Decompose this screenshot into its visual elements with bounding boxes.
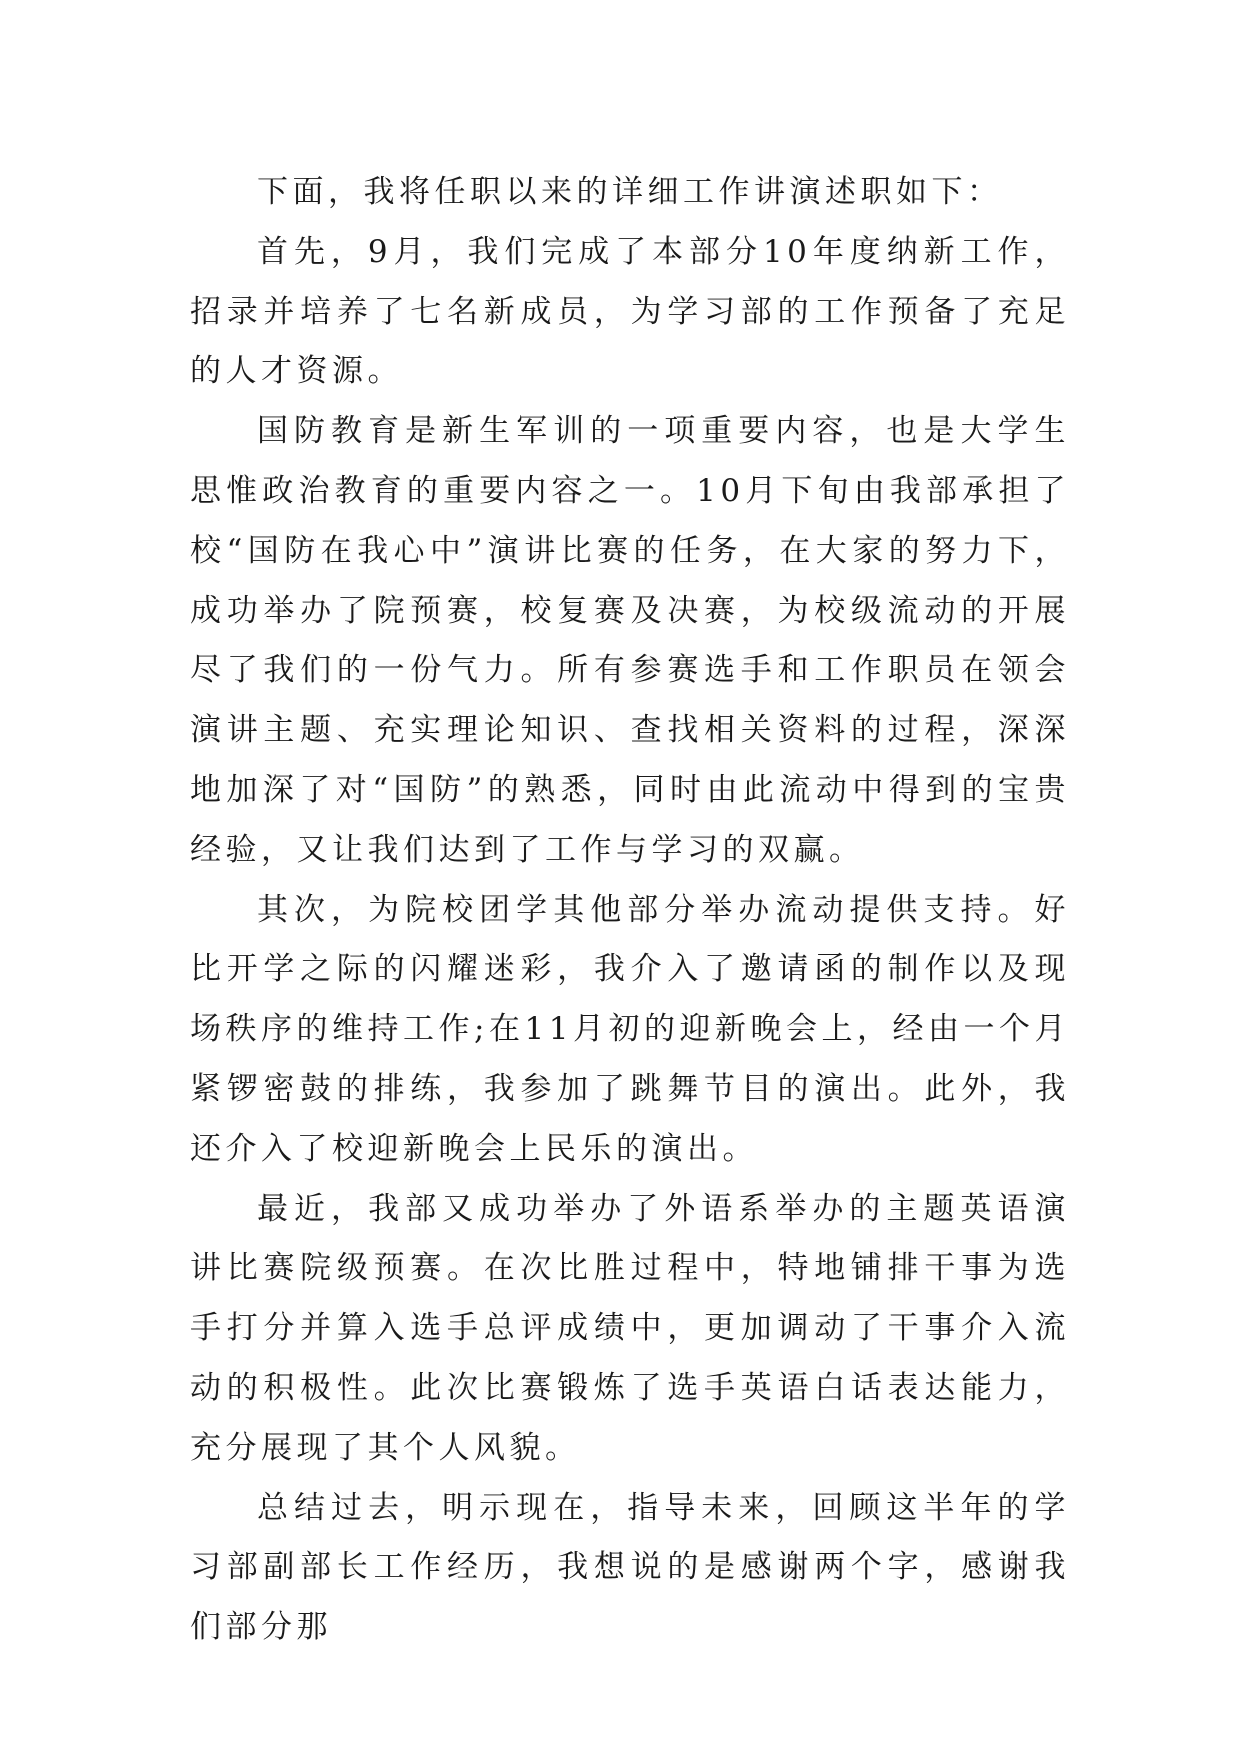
document-body xyxy=(190,163,1070,1658)
paragraph-summary: 总结过去，明示现在，指导未来，回顾这半年的学习部副部长工作经历，我想说的是感谢两个字，感谢我们部分那 xyxy=(190,1489,1070,1646)
paragraph-english-contest: 最近，我部又成功举办了外语系举办的主题英语演讲比赛院级预赛。在次比胜过程中，特地铺排干事为选手打分并算入选手总评成绩中，更加调动了干事介入流动的积极性。此次比赛锻炼了选手英语白话表达能力，充分展现了其个人风貌。 xyxy=(190,1190,1070,1466)
paragraph-intro: 下面，我将任职以来的详细工作讲演述职如下： xyxy=(257,174,1003,210)
paragraph-defense-education: 国防教育是新生军训的一项重要内容，也是大学生思惟政治教育的重要内容之一。10月下旬由我部承担了校“国防在我心中”演讲比赛的任务，在大家的努力下，成功举办了院预赛，校复赛及决赛，为校级流动的开展尽了我们的一份气力。所有参赛选手和工作职员在领会演讲主题、充实理论知识、查找相关资料的过程，深深地加深了对“国防”的熟悉，同时由此流动中得到的宝贵经验，又让我们达到了工作与学习的双赢。 xyxy=(190,413,1070,868)
paragraph-recruitment: 首先，9月，我们完成了本部分10年度纳新工作，招录并培养了七名新成员，为学习部的工作预备了充足的人才资源。 xyxy=(190,233,1070,390)
paragraph-support-activities: 其次，为院校团学其他部分举办流动提供支持。好比开学之际的闪耀迷彩，我介入了邀请函的制作以及现场秩序的维持工作;在11月初的迎新晚会上，经由一个月紧锣密鼓的排练，我参加了跳舞节目的演出。此外，我还介入了校迎新晚会上民乐的演出。 xyxy=(190,891,1070,1167)
